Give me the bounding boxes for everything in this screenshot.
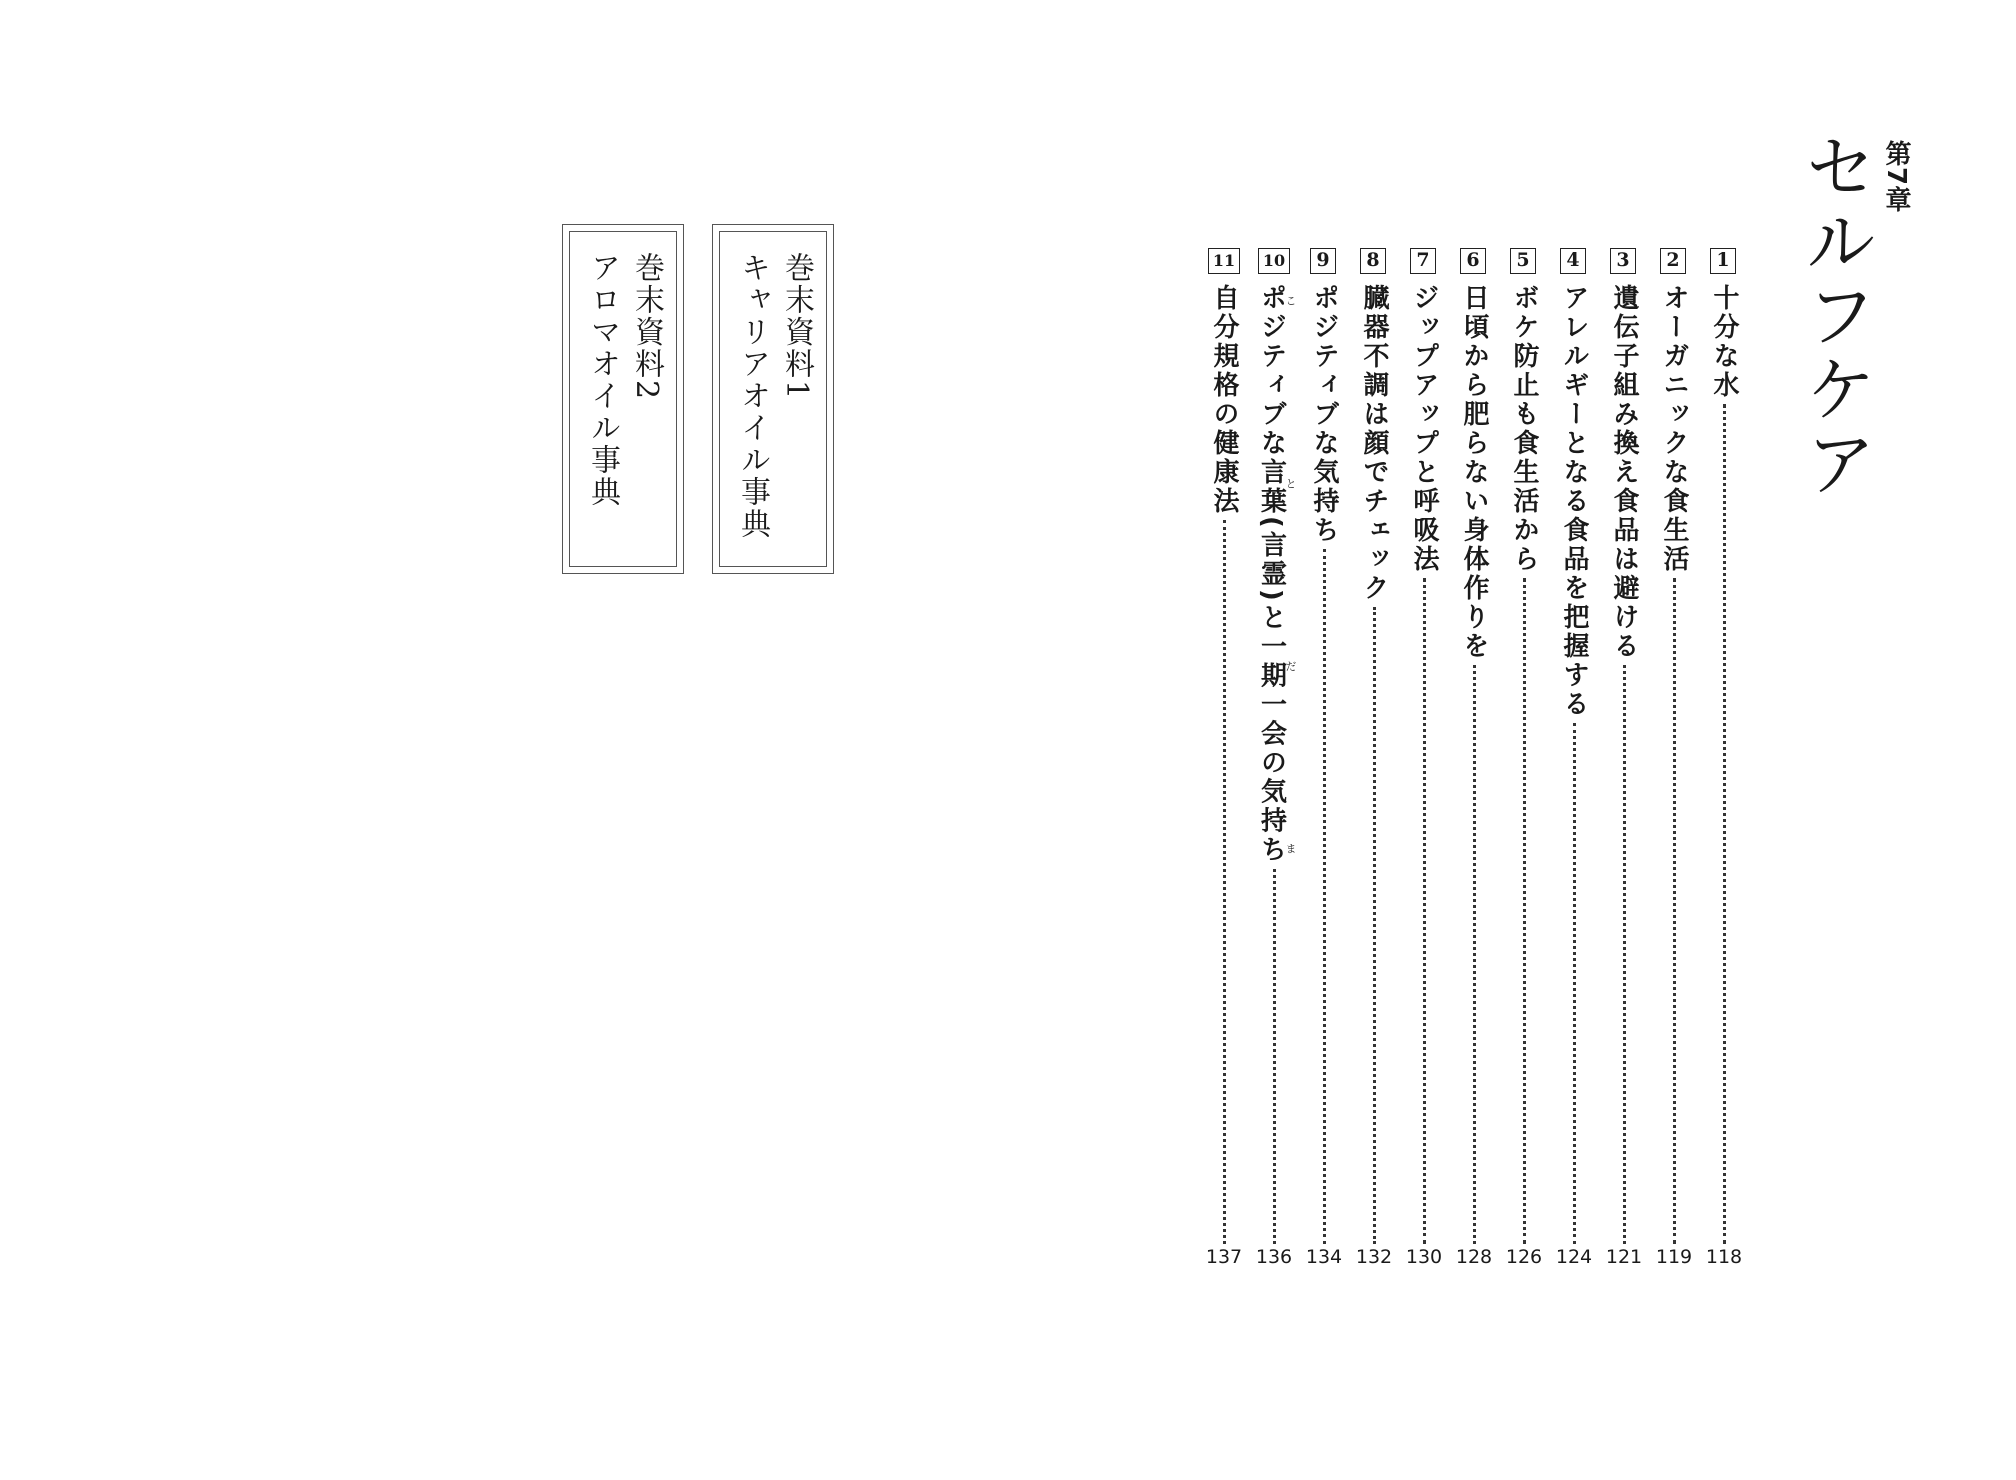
- toc-entry[interactable]: [1354, 248, 1394, 1268]
- leader-dots: [1723, 404, 1726, 1244]
- entry-page: 130: [1405, 1246, 1443, 1268]
- entry-number: 8: [1360, 248, 1386, 274]
- appendix-title: キャリアオイル事典: [735, 252, 770, 540]
- entry-number: 7: [1410, 248, 1436, 274]
- toc-entry[interactable]: [1404, 248, 1444, 1268]
- appendix-text: [580, 252, 668, 562]
- toc-entry[interactable]: [1204, 248, 1244, 1268]
- entry-page: 136: [1255, 1246, 1293, 1268]
- leader-dots: [1623, 665, 1626, 1244]
- entry-title: 遺伝子組み換え食品は避ける: [1609, 284, 1639, 661]
- entry-number: 9: [1310, 248, 1336, 274]
- toc-entry[interactable]: [1554, 248, 1594, 1268]
- appendix-label: 巻末資料2: [629, 252, 664, 402]
- appendix-box-2[interactable]: [562, 224, 684, 574]
- appendix-box-1[interactable]: [712, 224, 834, 574]
- entry-page: 118: [1705, 1246, 1743, 1268]
- appendix-text: [730, 252, 818, 562]
- entry-page: 121: [1605, 1246, 1643, 1268]
- entry-page: 126: [1505, 1246, 1543, 1268]
- entry-number: 2: [1660, 248, 1686, 274]
- toc-entry[interactable]: [1504, 248, 1544, 1268]
- chapter-title: セルフケア: [1793, 130, 1877, 500]
- entry-title: 臓器不調は顔でチェック: [1359, 284, 1389, 603]
- entry-title: ジップアップと呼吸法: [1409, 284, 1439, 574]
- entry-page: 119: [1655, 1246, 1693, 1268]
- chapter-label: 第7章: [1881, 140, 1911, 214]
- entry-title: 自分規格の健康法: [1209, 284, 1239, 516]
- entry-page: 124: [1555, 1246, 1593, 1268]
- leader-dots: [1223, 520, 1226, 1244]
- entry-title: オーガニックな食生活: [1659, 284, 1689, 574]
- entry-title-text: ポジティブな言葉(言霊)と一期一会の気持ち: [1256, 284, 1287, 865]
- leader-dots: [1473, 665, 1476, 1244]
- leader-dots: [1423, 578, 1426, 1244]
- entry-title: 十分な水: [1709, 284, 1739, 400]
- entry-page: 134: [1305, 1246, 1343, 1268]
- leader-dots: [1373, 607, 1376, 1244]
- toc-entry[interactable]: [1604, 248, 1644, 1268]
- leader-dots: [1573, 723, 1576, 1244]
- entry-number: 10: [1258, 248, 1290, 274]
- leader-dots: [1673, 578, 1676, 1244]
- entry-page: 132: [1355, 1246, 1393, 1268]
- appendix-label: 巻末資料1: [779, 252, 814, 402]
- entry-number: 5: [1510, 248, 1536, 274]
- toc-entry[interactable]: [1254, 248, 1297, 1268]
- leader-dots: [1273, 869, 1276, 1244]
- entry-page: 128: [1455, 1246, 1493, 1268]
- toc-entry[interactable]: [1304, 248, 1344, 1268]
- toc-entry[interactable]: [1454, 248, 1494, 1268]
- leader-dots: [1323, 549, 1326, 1244]
- entry-title: ボケ防止も食生活から: [1509, 284, 1539, 574]
- appendix-title: アロマオイル事典: [585, 252, 620, 508]
- entry-page: 137: [1205, 1246, 1243, 1268]
- toc-entry[interactable]: [1704, 248, 1744, 1268]
- entry-title-ruby: ことだま: [1284, 284, 1297, 865]
- toc-entry[interactable]: [1654, 248, 1694, 1268]
- entry-number: 3: [1610, 248, 1636, 274]
- entry-number: 1: [1710, 248, 1736, 274]
- entry-number: 11: [1208, 248, 1240, 274]
- entry-title: [1252, 284, 1297, 865]
- entry-title: ポジティブな気持ち: [1309, 284, 1339, 545]
- entry-number: 6: [1460, 248, 1486, 274]
- entry-title: アレルギーとなる食品を把握する: [1559, 284, 1589, 719]
- entry-title: 日頃から肥らない身体作りを: [1459, 284, 1489, 661]
- entry-number: 4: [1560, 248, 1586, 274]
- leader-dots: [1523, 578, 1526, 1244]
